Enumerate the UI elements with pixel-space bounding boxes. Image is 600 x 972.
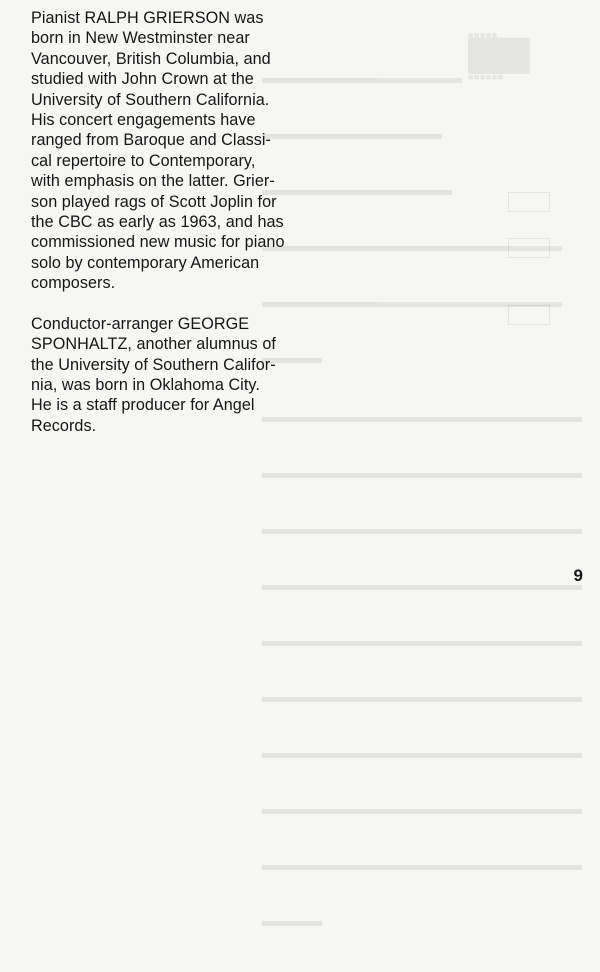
text-line: Pianist RALPH GRIERSON was xyxy=(31,9,264,27)
text-line: commissioned new music for piano xyxy=(31,233,285,252)
text-line: Conductor-arranger GEORGE xyxy=(31,314,250,333)
conductor-paragraph xyxy=(31,314,301,436)
text-line: cal repertoire to Contemporary, xyxy=(31,151,256,170)
text-line: with emphasis on the latter. Grier- xyxy=(31,172,275,191)
ghost-text-block xyxy=(262,38,562,409)
text-line: He is a staff producer for Angel xyxy=(31,396,255,415)
pianist-paragraph xyxy=(31,0,301,294)
text-line: solo by contemporary American xyxy=(31,253,260,272)
text-line: Vancouver, British Columbia, and xyxy=(31,49,271,68)
text-line: composers. xyxy=(31,274,116,293)
text-line: Records. xyxy=(31,416,97,435)
text-line: the CBC as early as 1963, and has xyxy=(31,213,284,232)
text-line: born in New Westminster near xyxy=(31,29,250,48)
text-line: studied with John Crown at the xyxy=(31,70,254,89)
text-line: the University of Southern Califor- xyxy=(31,355,276,374)
text-line: son played rags of Scott Joplin for xyxy=(31,192,277,211)
text-line: ranged from Baroque and Classi- xyxy=(31,131,271,150)
text-line: University of Southern California. xyxy=(31,90,270,109)
text-line: SPONHALTZ, another alumnus of xyxy=(31,335,276,354)
text-line: His concert engagements have xyxy=(31,111,256,130)
page-number: 9 xyxy=(573,566,583,585)
ghost-compact-disc-logo: ■■■■■ ███ ■■■■■■ xyxy=(468,30,529,82)
ghost-text-block xyxy=(262,378,582,972)
text-line: nia, was born in Oklahoma City. xyxy=(31,375,260,394)
biography-text xyxy=(31,0,301,436)
